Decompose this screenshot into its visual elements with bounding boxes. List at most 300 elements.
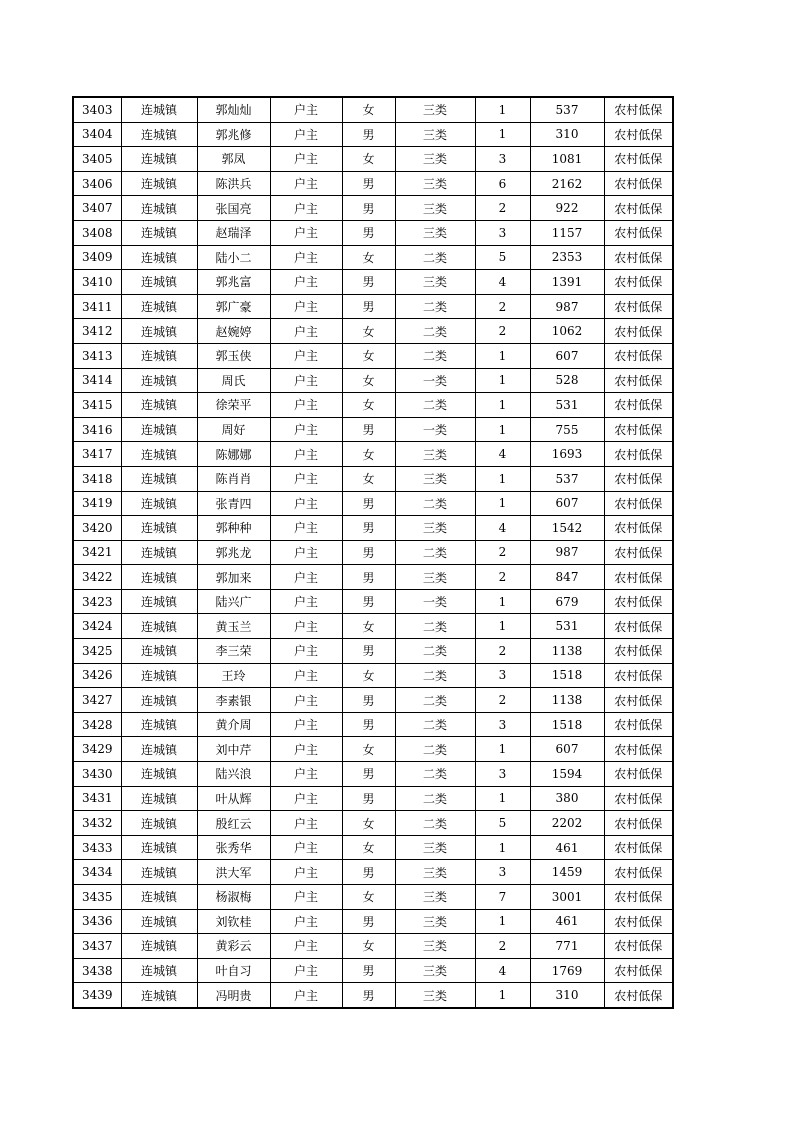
category-cell: 三类 — [395, 122, 475, 147]
assistance-type-cell: 农村低保 — [604, 565, 673, 590]
table-row — [73, 688, 673, 713]
category-cell: 二类 — [395, 245, 475, 270]
table-row — [73, 417, 673, 442]
name-cell: 陈肖肖 — [197, 466, 270, 491]
category-cell: 三类 — [395, 958, 475, 983]
relation-cell: 户主 — [270, 417, 342, 442]
name-cell: 郭兆修 — [197, 122, 270, 147]
row-number-cell: 3439 — [73, 983, 121, 1008]
assistance-type-cell: 农村低保 — [604, 688, 673, 713]
relation-cell: 户主 — [270, 540, 342, 565]
name-cell: 赵瑞泽 — [197, 220, 270, 245]
name-cell: 叶从辉 — [197, 786, 270, 811]
household-size-cell: 2 — [475, 294, 530, 319]
table-row — [73, 491, 673, 516]
table-row — [73, 442, 673, 467]
category-cell: 二类 — [395, 688, 475, 713]
row-number-cell: 3419 — [73, 491, 121, 516]
amount-cell: 461 — [530, 835, 604, 860]
town-cell: 连城镇 — [121, 983, 197, 1008]
amount-cell: 1138 — [530, 639, 604, 664]
amount-cell: 1081 — [530, 147, 604, 172]
category-cell: 二类 — [395, 762, 475, 787]
name-cell: 张青四 — [197, 491, 270, 516]
gender-cell: 男 — [342, 196, 395, 221]
name-cell: 赵婉婷 — [197, 319, 270, 344]
name-cell: 郭兆富 — [197, 270, 270, 295]
name-cell: 陈娜娜 — [197, 442, 270, 467]
relation-cell: 户主 — [270, 663, 342, 688]
relation-cell: 户主 — [270, 934, 342, 959]
relation-cell: 户主 — [270, 589, 342, 614]
name-cell: 杨淑梅 — [197, 885, 270, 910]
relation-cell: 户主 — [270, 171, 342, 196]
town-cell: 连城镇 — [121, 368, 197, 393]
relation-cell: 户主 — [270, 737, 342, 762]
assistance-type-cell: 农村低保 — [604, 737, 673, 762]
household-size-cell: 7 — [475, 885, 530, 910]
table-row — [73, 196, 673, 221]
category-cell: 二类 — [395, 491, 475, 516]
name-cell: 张秀华 — [197, 835, 270, 860]
gender-cell: 男 — [342, 516, 395, 541]
household-size-cell: 4 — [475, 270, 530, 295]
relation-cell: 户主 — [270, 565, 342, 590]
table-row — [73, 294, 673, 319]
household-size-cell: 2 — [475, 688, 530, 713]
relation-cell: 户主 — [270, 712, 342, 737]
assistance-type-cell: 农村低保 — [604, 220, 673, 245]
household-size-cell: 1 — [475, 983, 530, 1008]
amount-cell: 771 — [530, 934, 604, 959]
relation-cell: 户主 — [270, 835, 342, 860]
amount-cell: 1459 — [530, 860, 604, 885]
gender-cell: 女 — [342, 885, 395, 910]
name-cell: 刘钦桂 — [197, 909, 270, 934]
table-row — [73, 147, 673, 172]
relation-cell: 户主 — [270, 811, 342, 836]
row-number-cell: 3437 — [73, 934, 121, 959]
row-number-cell: 3404 — [73, 122, 121, 147]
category-cell: 二类 — [395, 540, 475, 565]
household-size-cell: 5 — [475, 811, 530, 836]
amount-cell: 755 — [530, 417, 604, 442]
name-cell: 郭种种 — [197, 516, 270, 541]
assistance-type-cell: 农村低保 — [604, 663, 673, 688]
household-size-cell: 1 — [475, 909, 530, 934]
gender-cell: 女 — [342, 811, 395, 836]
category-cell: 二类 — [395, 294, 475, 319]
relation-cell: 户主 — [270, 860, 342, 885]
name-cell: 周氏 — [197, 368, 270, 393]
name-cell: 黄介周 — [197, 712, 270, 737]
row-number-cell: 3407 — [73, 196, 121, 221]
amount-cell: 1062 — [530, 319, 604, 344]
category-cell: 三类 — [395, 442, 475, 467]
assistance-type-cell: 农村低保 — [604, 762, 673, 787]
amount-cell: 679 — [530, 589, 604, 614]
row-number-cell: 3430 — [73, 762, 121, 787]
name-cell: 冯明贵 — [197, 983, 270, 1008]
town-cell: 连城镇 — [121, 393, 197, 418]
relation-cell: 户主 — [270, 442, 342, 467]
row-number-cell: 3438 — [73, 958, 121, 983]
amount-cell: 922 — [530, 196, 604, 221]
household-size-cell: 2 — [475, 196, 530, 221]
amount-cell: 987 — [530, 294, 604, 319]
row-number-cell: 3435 — [73, 885, 121, 910]
category-cell: 二类 — [395, 393, 475, 418]
relation-cell: 户主 — [270, 343, 342, 368]
relation-cell: 户主 — [270, 614, 342, 639]
name-cell: 郭加来 — [197, 565, 270, 590]
roster-body — [73, 97, 673, 1008]
row-number-cell: 3431 — [73, 786, 121, 811]
amount-cell: 2202 — [530, 811, 604, 836]
category-cell: 三类 — [395, 220, 475, 245]
town-cell: 连城镇 — [121, 245, 197, 270]
category-cell: 二类 — [395, 786, 475, 811]
table-row — [73, 934, 673, 959]
row-number-cell: 3414 — [73, 368, 121, 393]
household-size-cell: 2 — [475, 565, 530, 590]
household-size-cell: 1 — [475, 835, 530, 860]
relation-cell: 户主 — [270, 97, 342, 122]
town-cell: 连城镇 — [121, 663, 197, 688]
row-number-cell: 3405 — [73, 147, 121, 172]
amount-cell: 380 — [530, 786, 604, 811]
town-cell: 连城镇 — [121, 417, 197, 442]
household-size-cell: 2 — [475, 639, 530, 664]
name-cell: 陆兴广 — [197, 589, 270, 614]
household-size-cell: 1 — [475, 122, 530, 147]
amount-cell: 607 — [530, 737, 604, 762]
amount-cell: 2353 — [530, 245, 604, 270]
relation-cell: 户主 — [270, 639, 342, 664]
row-number-cell: 3432 — [73, 811, 121, 836]
name-cell: 刘中芹 — [197, 737, 270, 762]
row-number-cell: 3434 — [73, 860, 121, 885]
town-cell: 连城镇 — [121, 860, 197, 885]
gender-cell: 女 — [342, 319, 395, 344]
table-row — [73, 835, 673, 860]
name-cell: 陆小二 — [197, 245, 270, 270]
amount-cell: 1594 — [530, 762, 604, 787]
town-cell: 连城镇 — [121, 835, 197, 860]
relation-cell: 户主 — [270, 983, 342, 1008]
assistance-type-cell: 农村低保 — [604, 343, 673, 368]
assistance-type-cell: 农村低保 — [604, 958, 673, 983]
assistance-type-cell: 农村低保 — [604, 983, 673, 1008]
row-number-cell: 3425 — [73, 639, 121, 664]
category-cell: 二类 — [395, 811, 475, 836]
relation-cell: 户主 — [270, 196, 342, 221]
table-row — [73, 270, 673, 295]
table-row — [73, 171, 673, 196]
town-cell: 连城镇 — [121, 147, 197, 172]
amount-cell: 607 — [530, 491, 604, 516]
category-cell: 二类 — [395, 614, 475, 639]
amount-cell: 1157 — [530, 220, 604, 245]
gender-cell: 男 — [342, 270, 395, 295]
town-cell: 连城镇 — [121, 737, 197, 762]
category-cell: 三类 — [395, 885, 475, 910]
town-cell: 连城镇 — [121, 319, 197, 344]
row-number-cell: 3410 — [73, 270, 121, 295]
amount-cell: 1391 — [530, 270, 604, 295]
row-number-cell: 3420 — [73, 516, 121, 541]
amount-cell: 461 — [530, 909, 604, 934]
assistance-type-cell: 农村低保 — [604, 393, 673, 418]
relation-cell: 户主 — [270, 220, 342, 245]
category-cell: 二类 — [395, 663, 475, 688]
category-cell: 二类 — [395, 319, 475, 344]
amount-cell: 531 — [530, 393, 604, 418]
table-row — [73, 958, 673, 983]
gender-cell: 男 — [342, 688, 395, 713]
relation-cell: 户主 — [270, 245, 342, 270]
town-cell: 连城镇 — [121, 343, 197, 368]
town-cell: 连城镇 — [121, 712, 197, 737]
row-number-cell: 3429 — [73, 737, 121, 762]
gender-cell: 男 — [342, 491, 395, 516]
household-size-cell: 1 — [475, 393, 530, 418]
relation-cell: 户主 — [270, 270, 342, 295]
row-number-cell: 3409 — [73, 245, 121, 270]
table-row — [73, 983, 673, 1008]
category-cell: 三类 — [395, 516, 475, 541]
gender-cell: 男 — [342, 786, 395, 811]
assistance-type-cell: 农村低保 — [604, 835, 673, 860]
household-size-cell: 1 — [475, 589, 530, 614]
amount-cell: 607 — [530, 343, 604, 368]
name-cell: 洪大军 — [197, 860, 270, 885]
name-cell: 郭玉侠 — [197, 343, 270, 368]
name-cell: 殷红云 — [197, 811, 270, 836]
gender-cell: 男 — [342, 565, 395, 590]
household-size-cell: 3 — [475, 712, 530, 737]
assistance-type-cell: 农村低保 — [604, 245, 673, 270]
amount-cell: 987 — [530, 540, 604, 565]
gender-cell: 男 — [342, 958, 395, 983]
roster-table — [72, 96, 674, 1009]
relation-cell: 户主 — [270, 516, 342, 541]
assistance-type-cell: 农村低保 — [604, 885, 673, 910]
relation-cell: 户主 — [270, 909, 342, 934]
name-cell: 陈洪兵 — [197, 171, 270, 196]
gender-cell: 男 — [342, 294, 395, 319]
amount-cell: 528 — [530, 368, 604, 393]
gender-cell: 女 — [342, 245, 395, 270]
name-cell: 徐荣平 — [197, 393, 270, 418]
name-cell: 郭兆龙 — [197, 540, 270, 565]
gender-cell: 女 — [342, 934, 395, 959]
table-row — [73, 589, 673, 614]
assistance-type-cell: 农村低保 — [604, 516, 673, 541]
row-number-cell: 3418 — [73, 466, 121, 491]
table-row — [73, 122, 673, 147]
category-cell: 一类 — [395, 368, 475, 393]
amount-cell: 310 — [530, 122, 604, 147]
relation-cell: 户主 — [270, 368, 342, 393]
gender-cell: 女 — [342, 835, 395, 860]
category-cell: 二类 — [395, 712, 475, 737]
relation-cell: 户主 — [270, 466, 342, 491]
row-number-cell: 3403 — [73, 97, 121, 122]
name-cell: 张国亮 — [197, 196, 270, 221]
household-size-cell: 4 — [475, 516, 530, 541]
table-row — [73, 565, 673, 590]
assistance-type-cell: 农村低保 — [604, 589, 673, 614]
household-size-cell: 1 — [475, 97, 530, 122]
town-cell: 连城镇 — [121, 540, 197, 565]
table-row — [73, 811, 673, 836]
row-number-cell: 3424 — [73, 614, 121, 639]
name-cell: 陆兴浪 — [197, 762, 270, 787]
assistance-type-cell: 农村低保 — [604, 811, 673, 836]
town-cell: 连城镇 — [121, 688, 197, 713]
gender-cell: 女 — [342, 614, 395, 639]
relation-cell: 户主 — [270, 319, 342, 344]
household-size-cell: 1 — [475, 614, 530, 639]
household-size-cell: 3 — [475, 147, 530, 172]
row-number-cell: 3408 — [73, 220, 121, 245]
table-row — [73, 393, 673, 418]
gender-cell: 女 — [342, 442, 395, 467]
assistance-type-cell: 农村低保 — [604, 639, 673, 664]
assistance-type-cell: 农村低保 — [604, 712, 673, 737]
town-cell: 连城镇 — [121, 220, 197, 245]
household-size-cell: 1 — [475, 466, 530, 491]
assistance-type-cell: 农村低保 — [604, 442, 673, 467]
table-row — [73, 909, 673, 934]
town-cell: 连城镇 — [121, 639, 197, 664]
assistance-type-cell: 农村低保 — [604, 122, 673, 147]
category-cell: 三类 — [395, 97, 475, 122]
household-size-cell: 1 — [475, 368, 530, 393]
household-size-cell: 1 — [475, 786, 530, 811]
assistance-type-cell: 农村低保 — [604, 860, 673, 885]
relation-cell: 户主 — [270, 958, 342, 983]
name-cell: 郭凤 — [197, 147, 270, 172]
name-cell: 王玲 — [197, 663, 270, 688]
assistance-type-cell: 农村低保 — [604, 171, 673, 196]
category-cell: 二类 — [395, 639, 475, 664]
household-size-cell: 2 — [475, 319, 530, 344]
town-cell: 连城镇 — [121, 786, 197, 811]
assistance-type-cell: 农村低保 — [604, 934, 673, 959]
table-row — [73, 663, 673, 688]
gender-cell: 男 — [342, 639, 395, 664]
town-cell: 连城镇 — [121, 122, 197, 147]
assistance-type-cell: 农村低保 — [604, 786, 673, 811]
name-cell: 李素银 — [197, 688, 270, 713]
town-cell: 连城镇 — [121, 516, 197, 541]
name-cell: 叶自习 — [197, 958, 270, 983]
row-number-cell: 3433 — [73, 835, 121, 860]
name-cell: 黄彩云 — [197, 934, 270, 959]
category-cell: 三类 — [395, 565, 475, 590]
table-row — [73, 639, 673, 664]
category-cell: 一类 — [395, 589, 475, 614]
household-size-cell: 3 — [475, 220, 530, 245]
amount-cell: 537 — [530, 97, 604, 122]
household-size-cell: 2 — [475, 934, 530, 959]
household-size-cell: 5 — [475, 245, 530, 270]
row-number-cell: 3411 — [73, 294, 121, 319]
table-row — [73, 516, 673, 541]
gender-cell: 女 — [342, 97, 395, 122]
household-size-cell: 3 — [475, 663, 530, 688]
row-number-cell: 3428 — [73, 712, 121, 737]
category-cell: 三类 — [395, 909, 475, 934]
category-cell: 三类 — [395, 466, 475, 491]
town-cell: 连城镇 — [121, 958, 197, 983]
relation-cell: 户主 — [270, 762, 342, 787]
relation-cell: 户主 — [270, 393, 342, 418]
household-size-cell: 1 — [475, 417, 530, 442]
relation-cell: 户主 — [270, 885, 342, 910]
amount-cell: 1518 — [530, 712, 604, 737]
row-number-cell: 3417 — [73, 442, 121, 467]
table-row — [73, 343, 673, 368]
gender-cell: 男 — [342, 712, 395, 737]
assistance-type-cell: 农村低保 — [604, 270, 673, 295]
row-number-cell: 3427 — [73, 688, 121, 713]
row-number-cell: 3415 — [73, 393, 121, 418]
row-number-cell: 3421 — [73, 540, 121, 565]
amount-cell: 310 — [530, 983, 604, 1008]
row-number-cell: 3423 — [73, 589, 121, 614]
household-size-cell: 4 — [475, 958, 530, 983]
table-row — [73, 737, 673, 762]
town-cell: 连城镇 — [121, 885, 197, 910]
row-number-cell: 3413 — [73, 343, 121, 368]
table-row — [73, 220, 673, 245]
relation-cell: 户主 — [270, 147, 342, 172]
gender-cell: 女 — [342, 466, 395, 491]
town-cell: 连城镇 — [121, 811, 197, 836]
gender-cell: 男 — [342, 983, 395, 1008]
amount-cell: 1518 — [530, 663, 604, 688]
household-size-cell: 6 — [475, 171, 530, 196]
gender-cell: 男 — [342, 171, 395, 196]
household-size-cell: 1 — [475, 343, 530, 368]
relation-cell: 户主 — [270, 786, 342, 811]
amount-cell: 1769 — [530, 958, 604, 983]
row-number-cell: 3426 — [73, 663, 121, 688]
amount-cell: 1542 — [530, 516, 604, 541]
amount-cell: 2162 — [530, 171, 604, 196]
gender-cell: 女 — [342, 663, 395, 688]
category-cell: 一类 — [395, 417, 475, 442]
table-row — [73, 368, 673, 393]
category-cell: 二类 — [395, 343, 475, 368]
assistance-type-cell: 农村低保 — [604, 540, 673, 565]
town-cell: 连城镇 — [121, 97, 197, 122]
name-cell: 郭灿灿 — [197, 97, 270, 122]
gender-cell: 女 — [342, 368, 395, 393]
category-cell: 三类 — [395, 171, 475, 196]
amount-cell: 1693 — [530, 442, 604, 467]
assistance-type-cell: 农村低保 — [604, 491, 673, 516]
row-number-cell: 3436 — [73, 909, 121, 934]
town-cell: 连城镇 — [121, 565, 197, 590]
category-cell: 二类 — [395, 737, 475, 762]
amount-cell: 1138 — [530, 688, 604, 713]
gender-cell: 女 — [342, 343, 395, 368]
town-cell: 连城镇 — [121, 909, 197, 934]
